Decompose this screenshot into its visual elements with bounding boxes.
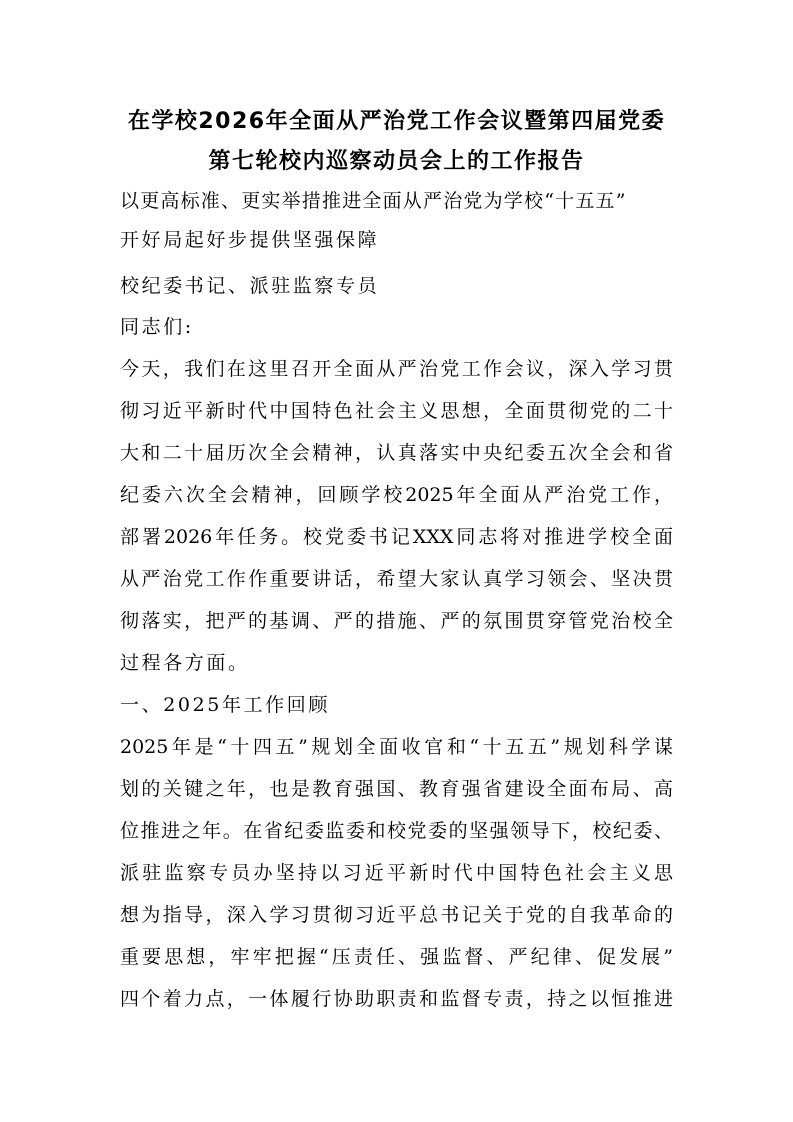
section-paragraph-line: 想为指导，深入学习贯彻习近平总书记关于党的自我革命的 — [120, 904, 673, 926]
section-heading: 一、2025年工作回顾 — [120, 694, 330, 716]
section-paragraph-line: 位推进之年。在省纪委监委和校党委的坚强领导下，校纪委、 — [120, 820, 673, 842]
salutation: 同志们: — [120, 316, 194, 338]
speaker-title: 校纪委书记、派驻监察专员 — [120, 275, 380, 297]
intro-paragraph-line: 过程各方面。 — [120, 652, 250, 674]
intro-paragraph-line: 彻习近平新时代中国特色社会主义思想，全面贯彻党的二十 — [120, 400, 673, 422]
subtitle-line-2: 开好局起好步提供坚强保障 — [120, 229, 380, 251]
section-paragraph-line: 划的关键之年，也是教育强国、教育强省建设全面布局、高 — [120, 778, 673, 800]
section-paragraph-line: 重要思想，牢牢把握“压责任、强监督、严纪律、促发展” — [120, 946, 673, 968]
intro-paragraph-line: 纪委六次全会精神，回顾学校2025年全面从严治党工作， — [120, 484, 673, 506]
document-title-line-2: 第七轮校内巡察动员会上的工作报告 — [208, 149, 585, 174]
intro-paragraph-line: 从严治党工作作重要讲话，希望大家认真学习领会、坚决贯 — [120, 568, 673, 590]
intro-paragraph-line: 彻落实，把严的基调、严的措施、严的氛围贯穿管党治校全 — [120, 610, 673, 632]
intro-paragraph-line: 部署2026年任务。校党委书记XXX同志将对推进学校全面 — [120, 526, 673, 548]
document-title-line-1: 在学校2026年全面从严治党工作会议暨第四届党委 — [127, 109, 666, 134]
section-paragraph-line: 派驻监察专员办坚持以习近平新时代中国特色社会主义思 — [120, 862, 673, 884]
section-paragraph-line: 四个着力点，一体履行协助职责和监督专责，持之以恒推进 — [120, 988, 673, 1010]
intro-paragraph-line: 今天，我们在这里召开全面从严治党工作会议，深入学习贯 — [120, 358, 673, 380]
intro-paragraph-line: 大和二十届历次全会精神，认真落实中央纪委五次全会和省 — [120, 442, 673, 464]
subtitle-line-1: 以更高标准、更实举措推进全面从严治党为学校“十五五” — [120, 190, 627, 212]
section-paragraph-line: 2025年是“十四五”规划全面收官和“十五五”规划科学谋 — [120, 736, 673, 758]
